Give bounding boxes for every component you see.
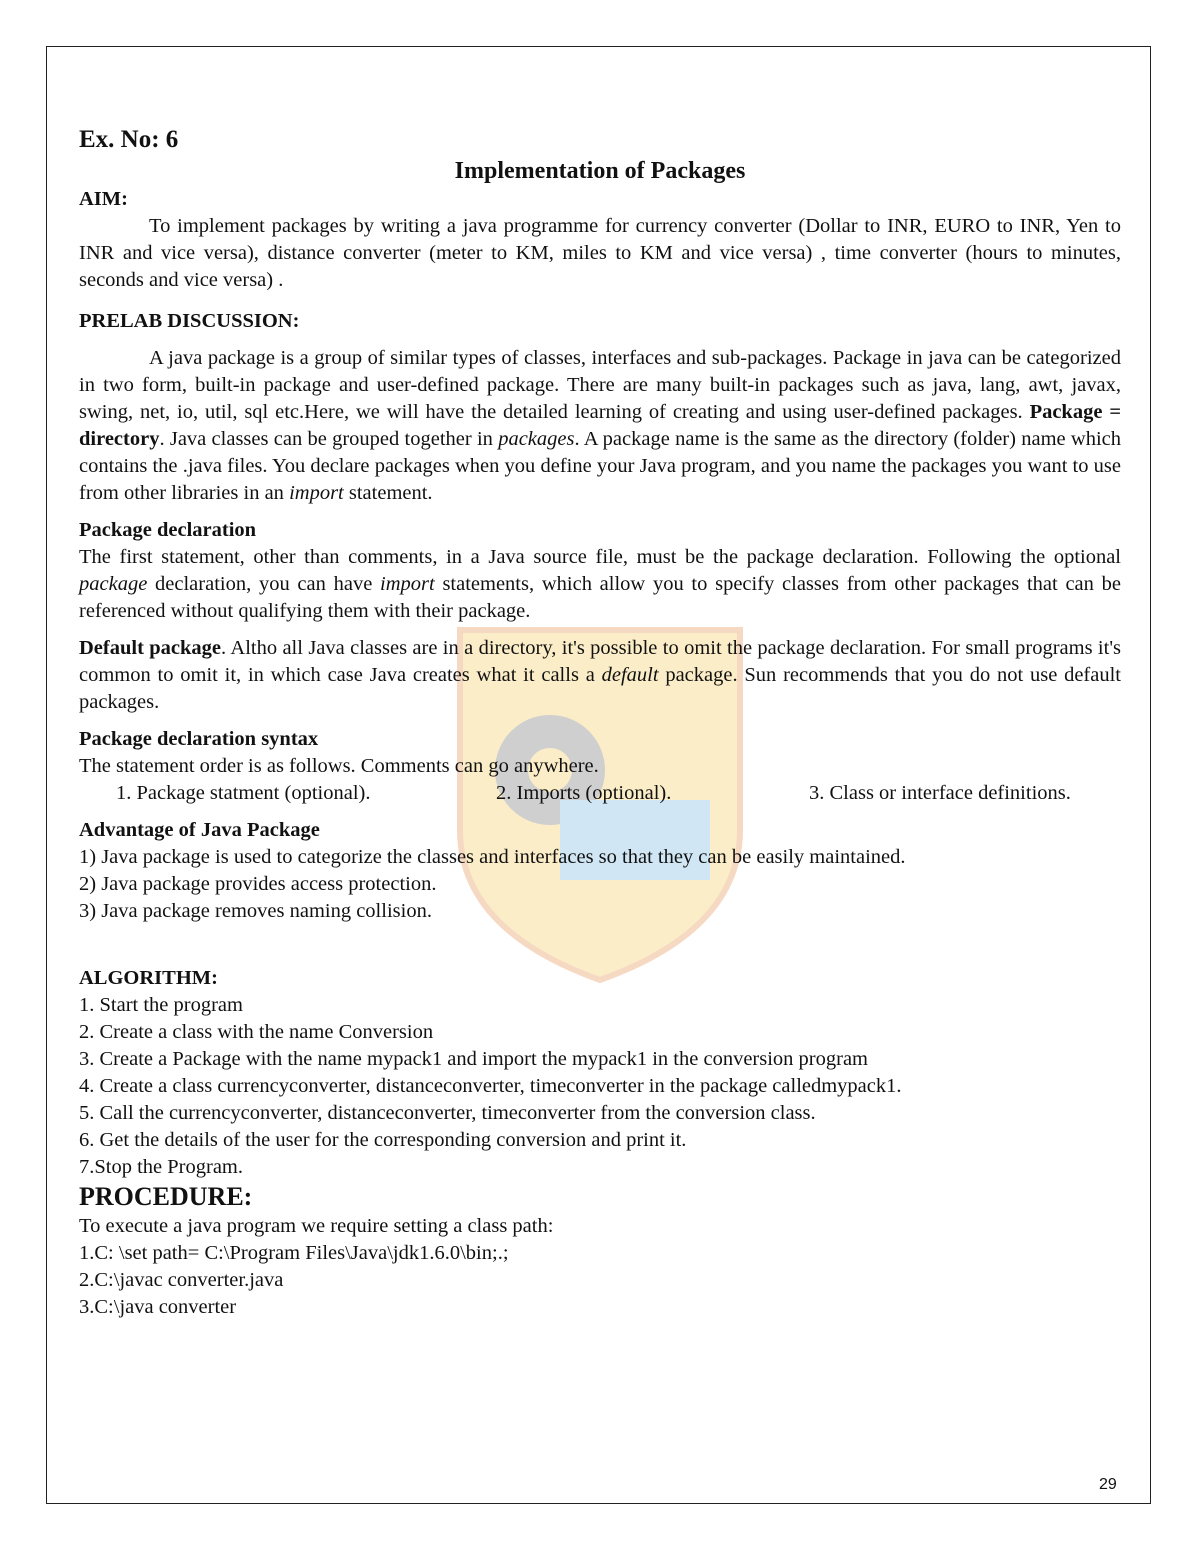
aim-text: To implement packages by writing a java programme for currency converter (Dollar to INR, EURO to INR, Yen to INR and vice versa), distance converter (meter to KM, miles to KM and vice versa) , time converter (hours to minutes, seconds and vice versa) . — [79, 215, 1121, 291]
syntax-steps — [79, 780, 1121, 807]
procedure-line: 3.C:\java converter — [79, 1296, 237, 1318]
advantage-item: 2) Java package provides access protection. — [79, 873, 437, 895]
advantage-item: 1) Java package is used to categorize the classes and interfaces so that they can be easily maintained. — [79, 846, 906, 868]
default-package-text: Default package. Altho all Java classes are in a directory, it's possible to omit the package declaration. For small programs it's common to omit it, in which case Java creates what it calls a default package. Sun recommends that you do not use default packages. — [79, 637, 1121, 713]
procedure-line: 2.C:\javac converter.java — [79, 1269, 284, 1291]
syntax-text: The statement order is as follows. Comments can go anywhere. — [79, 755, 599, 777]
syntax-step-1: 1. Package statment (optional). — [116, 782, 371, 804]
algorithm-step: 5. Call the currencyconverter, distanceconverter, timeconverter from the conversion class. — [79, 1102, 816, 1124]
document-body — [79, 124, 1121, 1321]
procedure-heading: PROCEDURE: — [79, 1182, 253, 1211]
package-declaration-text: The first statement, other than comments, in a Java source file, must be the package declaration. Following the optional package declaration, you can have import statements, which allow you to specify classes from other packages that can be referenced without qualifying them with their package. — [79, 546, 1121, 622]
algorithm-step: 7.Stop the Program. — [79, 1156, 243, 1178]
package-declaration-heading: Package declaration — [79, 519, 257, 541]
syntax-heading: Package declaration syntax — [79, 728, 319, 750]
syntax-step-3: 3. Class or interface definitions. — [809, 782, 1071, 804]
algorithm-heading: ALGORITHM: — [79, 967, 218, 989]
algorithm-step: 1. Start the program — [79, 994, 243, 1016]
prelab-heading: PRELAB DISCUSSION: — [79, 310, 300, 332]
advantage-heading: Advantage of Java Package — [79, 819, 320, 841]
aim-heading: AIM: — [79, 188, 128, 210]
algorithm-step: 2. Create a class with the name Conversion — [79, 1021, 434, 1043]
page-title: Implementation of Packages — [454, 158, 746, 184]
exercise-number: Ex. No: 6 — [79, 126, 179, 153]
procedure-line: 1.C: \set path= C:\Program Files\Java\jdk1.6.0\bin;.; — [79, 1242, 509, 1264]
page-number: 29 — [1099, 1476, 1117, 1493]
syntax-step-2: 2. Imports (optional). — [496, 782, 672, 804]
advantage-item: 3) Java package removes naming collision. — [79, 900, 432, 922]
algorithm-step: 3. Create a Package with the name mypack1 and import the mypack1 in the conversion program — [79, 1048, 868, 1070]
algorithm-step: 6. Get the details of the user for the corresponding conversion and print it. — [79, 1129, 687, 1151]
prelab-paragraph: A java package is a group of similar types of classes, interfaces and sub-packages. Package in java can be categorized in two form, built-in package and user-defined package. There are many built-in packages such as java, lang, awt, javax, swing, net, io, util, sql etc.Here, we will have the detailed learning of creating and using user-defined packages. Package = directory. Java classes can be grouped together in packages. A package name is the same as the directory (folder) name which contains the .java files. You declare packages when you define your Java program, and you name the packages you want to use from other libraries in an import statement. — [79, 347, 1121, 504]
procedure-line: To execute a java program we require setting a class path: — [79, 1215, 554, 1237]
algorithm-step: 4. Create a class currencyconverter, distanceconverter, timeconverter in the package calledmypack1. — [79, 1075, 902, 1097]
